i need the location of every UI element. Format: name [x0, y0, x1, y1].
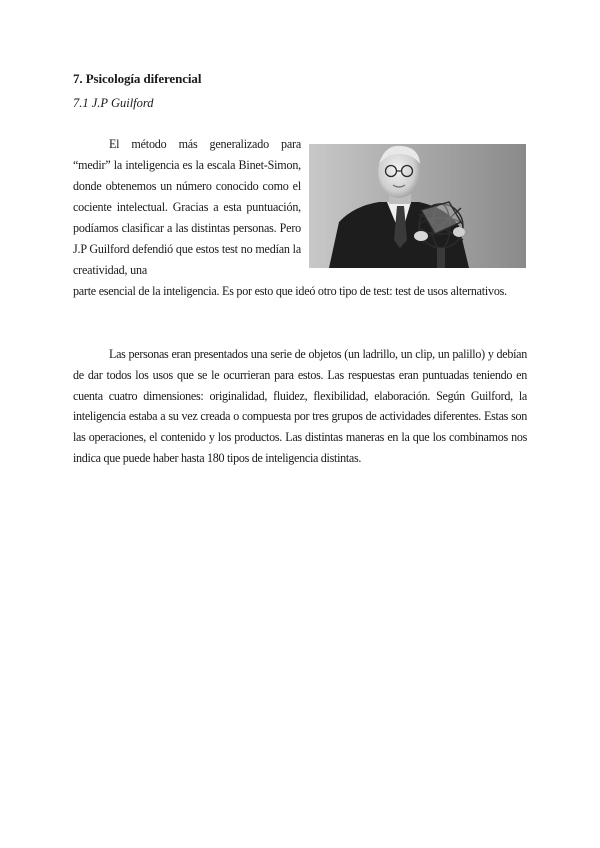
section-heading: 7. Psicología diferencial	[73, 71, 202, 86]
guilford-photo	[309, 144, 526, 268]
section-subheading: 7.1 J.P Guilford	[73, 96, 154, 110]
paragraph-2: Las personas eran presentados una serie de objetos (un ladrillo, un clip, un palillo) y debían de dar todos los usos que se le ocurrieran para estos. Las respuestas eran puntuadas teniendo en cuenta cuatro dimensiones: originalidad, fluidez, flexibilidad, elaboración. Según Guilford, la inteligencia estaba a su vez creada o compuesta por tres grupos de actividades diferentes. Estas son las operaciones, el contenido y los productos. Las distintas maneras en la que los combinamos nos indica que puede haber hasta 180 tipos de inteligencia distintas.	[73, 347, 527, 465]
guilford-photo-illustration	[309, 144, 526, 268]
paragraph-1-wrapped: El método más generalizado para “medir” la inteligencia es la escala Binet-Simon, donde obtenemos un número conocido como el cociente intelectual. Gracias a esta puntuación, podíamos clasificar a las distintas personas. Pero J.P Guilford defendió que estos test no medían la creatividad, una	[73, 137, 301, 277]
paragraph-1-continued: parte esencial de la inteligencia. Es por esto que ideó otro tipo de test: test de usos alternativos.	[73, 284, 507, 298]
